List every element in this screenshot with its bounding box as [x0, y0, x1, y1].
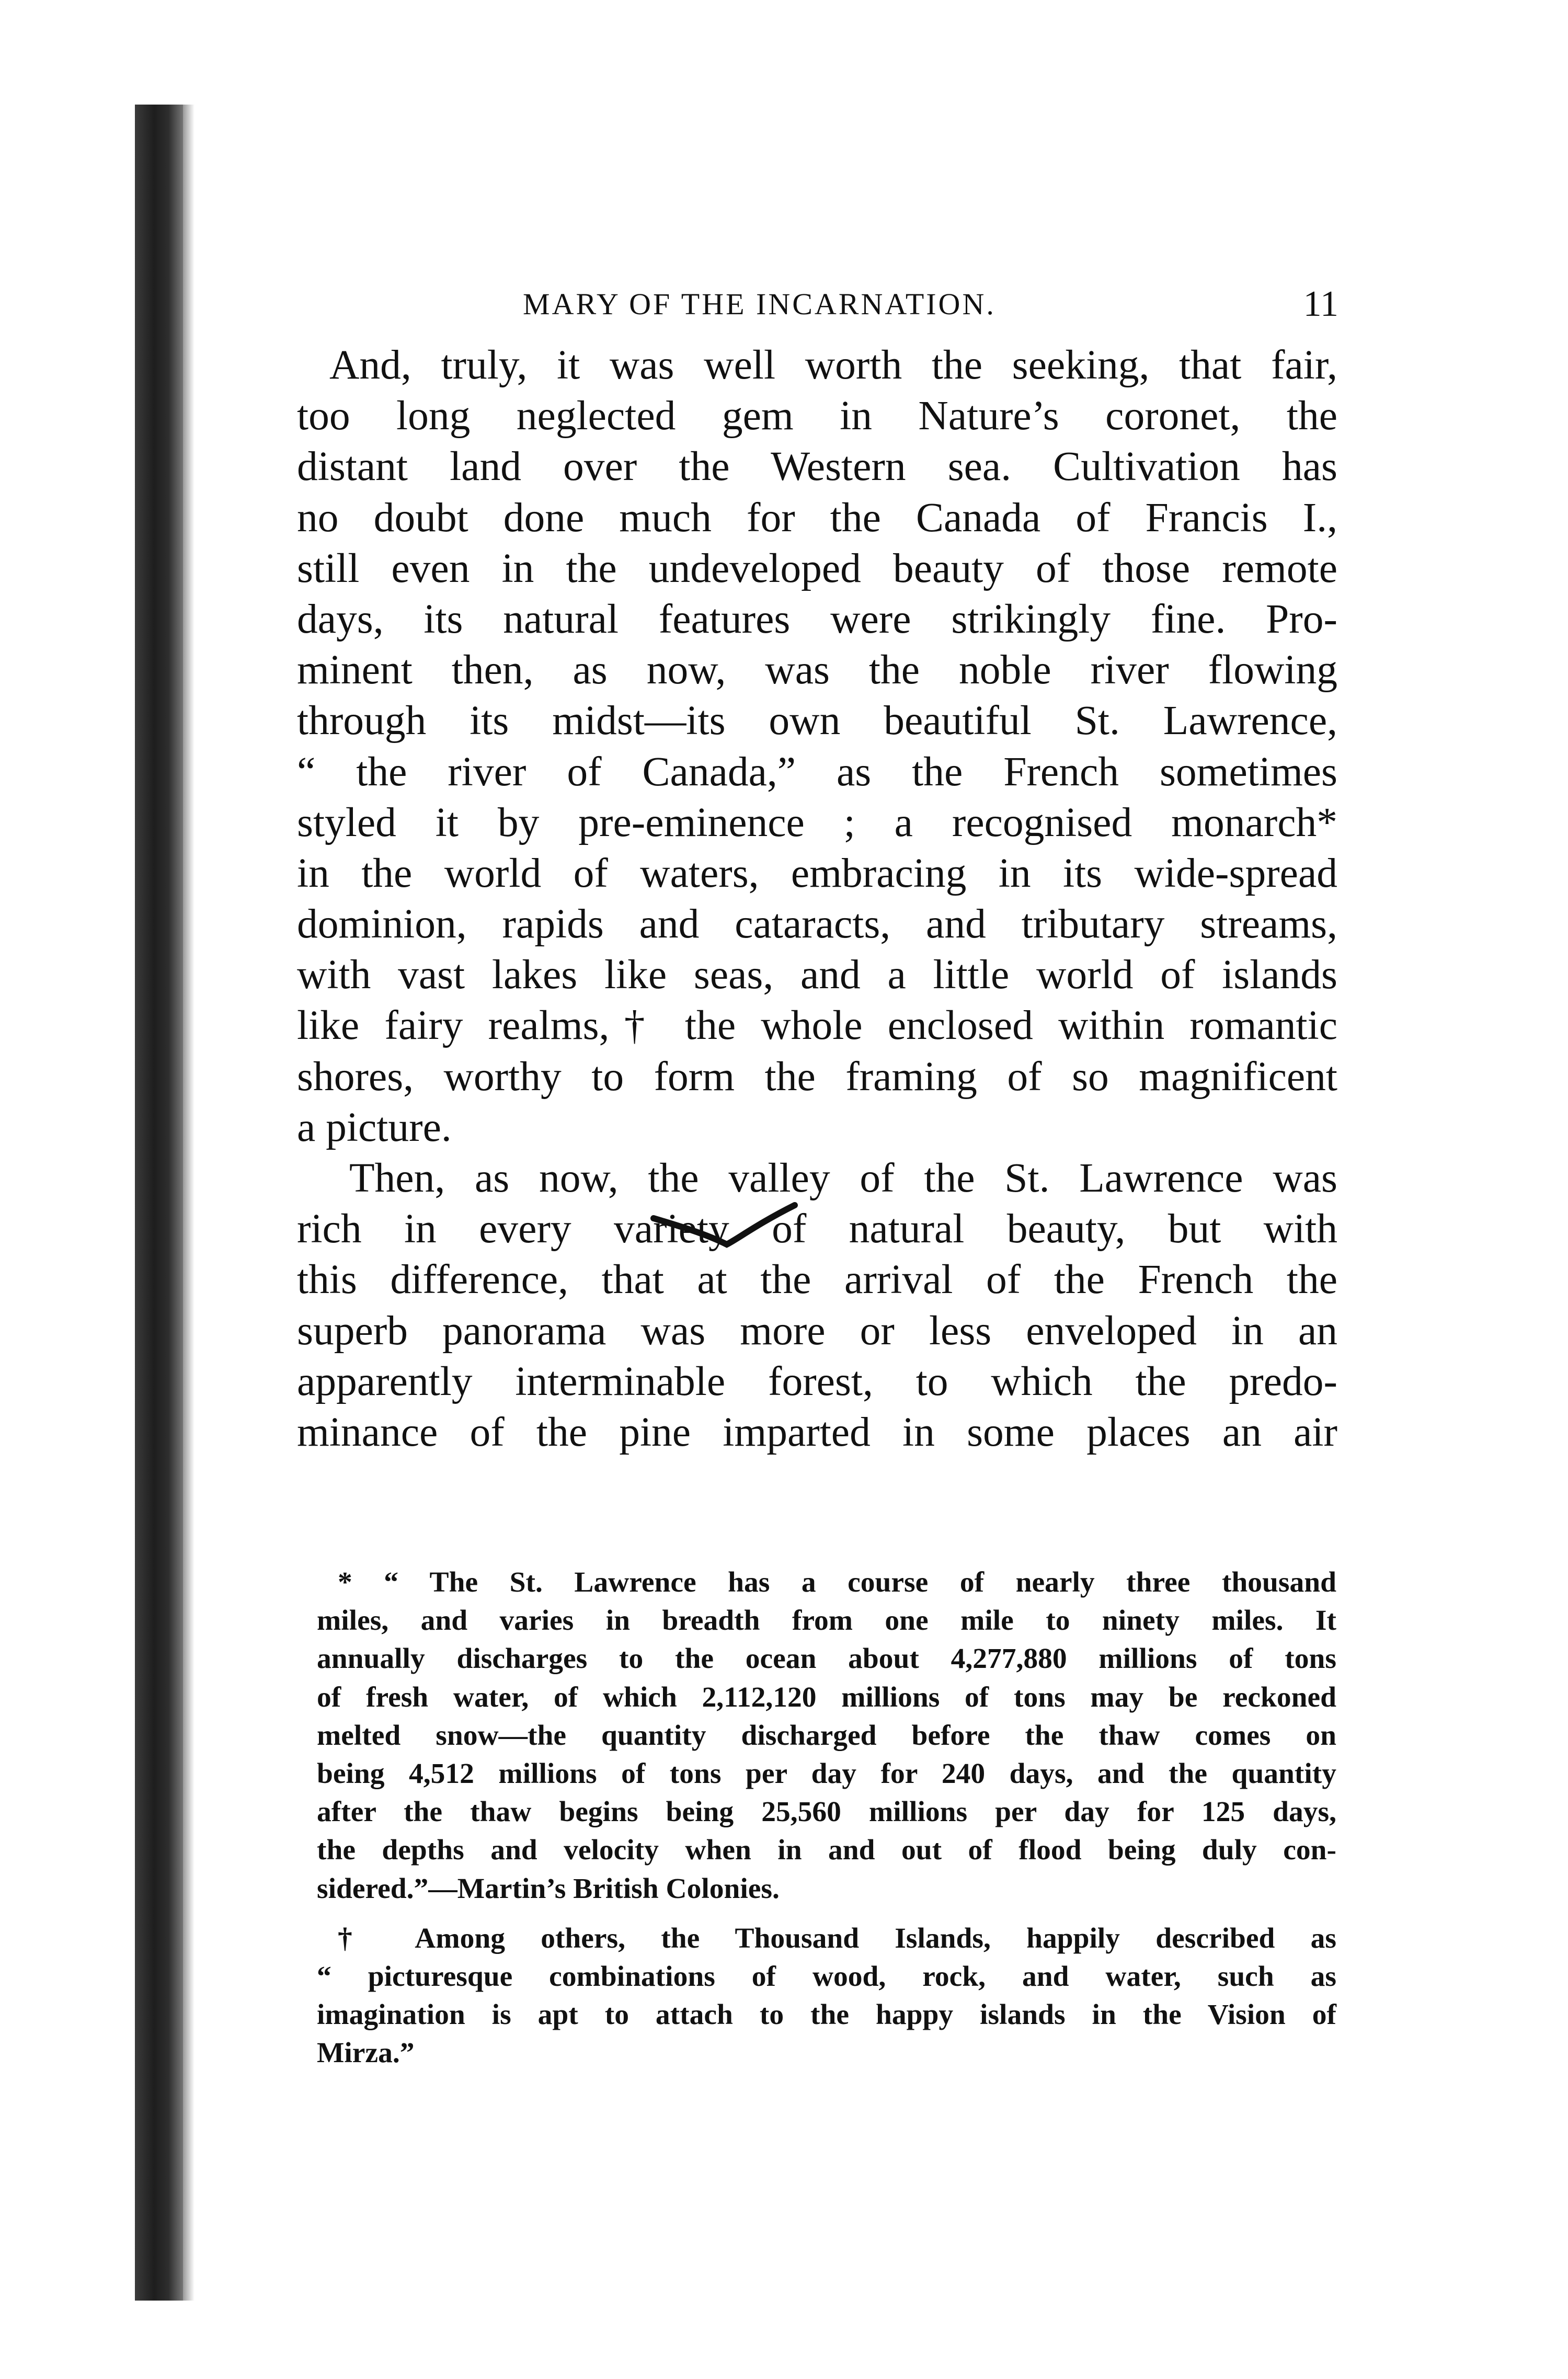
footnotes [317, 1563, 1336, 2072]
text-line: Then, as now, the valley of the St. Lawrence was [349, 1155, 1337, 1201]
binding-edge [135, 105, 183, 2301]
footnote-gap [317, 1908, 1336, 1919]
footnote-line: sidered.”—Martin’s British Colonies. [317, 1872, 780, 1905]
text-line: through its midst—its own beautiful St. Lawrence, [297, 697, 1337, 744]
text-line: apparently interminable forest, to which the predo- [297, 1358, 1337, 1404]
footnote-line: melted snow—the quantity discharged before the thaw comes on [317, 1719, 1336, 1752]
footnote-line: annually discharges to the ocean about 4,277,880 millions of tons [317, 1643, 1336, 1675]
text-line: a picture. [297, 1104, 452, 1150]
body-text [297, 340, 1337, 1458]
text-line: shores, worthy to form the framing of so magnificent [297, 1053, 1337, 1100]
footnote-line: miles, and varies in breadth from one mile to ninety miles. It [317, 1605, 1336, 1637]
text-line: styled it by pre-eminence ; a recognised monarch* [297, 799, 1337, 845]
footnote-line: the depths and velocity when in and out of flood being duly con- [317, 1834, 1336, 1867]
text-line: still even in the undeveloped beauty of those remote [297, 545, 1337, 591]
footnote-line: imagination is apt to attach to the happy islands in the Vision of [317, 1999, 1336, 2031]
text-line: rich in every variety of natural beauty, but with [297, 1206, 1337, 1252]
text-line: in the world of waters, embracing in its wide-spread [297, 850, 1337, 896]
footnote-line: of fresh water, of which 2,112,120 millions of tons may be reckoned [317, 1681, 1336, 1713]
text-line: like fairy realms,† the whole enclosed within romantic [297, 1002, 1337, 1049]
text-line: days, its natural features were strikingly fine. Pro- [297, 596, 1337, 642]
running-title: MARY OF THE INCARNATION. [523, 287, 996, 321]
text-line: with vast lakes like seas, and a little world of islands [297, 952, 1337, 998]
text-line: superb panorama was more or less enveloped in an [297, 1307, 1337, 1354]
text-line: “ the river of Canada,” as the French sometimes [297, 748, 1337, 795]
running-head [293, 284, 1338, 328]
footnote-line: † Among others, the Thousand Islands, happily described as [338, 1922, 1336, 1954]
footnote-line: * “ The St. Lawrence has a course of nearly three thousand [338, 1566, 1336, 1598]
footnote-line: Mirza.” [317, 2037, 415, 2069]
footnote-line: being 4,512 millions of tons per day for 240 days, and the quantity [317, 1757, 1336, 1790]
footnote-line: after the thaw begins being 25,560 millions per day for 125 days, [317, 1796, 1336, 1828]
text-line: minent then, as now, was the noble river flowing [297, 647, 1337, 693]
text-line: no doubt done much for the Canada of Francis I., [297, 494, 1337, 541]
text-line: And, truly, it was well worth the seeking, that fair, [329, 342, 1337, 388]
text-line: dominion, rapids and cataracts, and tributary streams, [297, 901, 1337, 947]
text-line: minance of the pine imparted in some places an air [297, 1409, 1337, 1455]
text-line: this difference, that at the arrival of the French the [297, 1256, 1337, 1303]
text-line: too long neglected gem in Nature’s coronet, the [297, 393, 1337, 439]
page-number: 11 [1303, 284, 1338, 324]
footnote-line: “ picturesque combinations of wood, rock, and water, such as [317, 1960, 1336, 1993]
binding-edge-shadow [183, 105, 194, 2301]
pencil-check-mark [648, 1197, 805, 1260]
text-line: distant land over the Western sea. Cultivation has [297, 443, 1337, 490]
